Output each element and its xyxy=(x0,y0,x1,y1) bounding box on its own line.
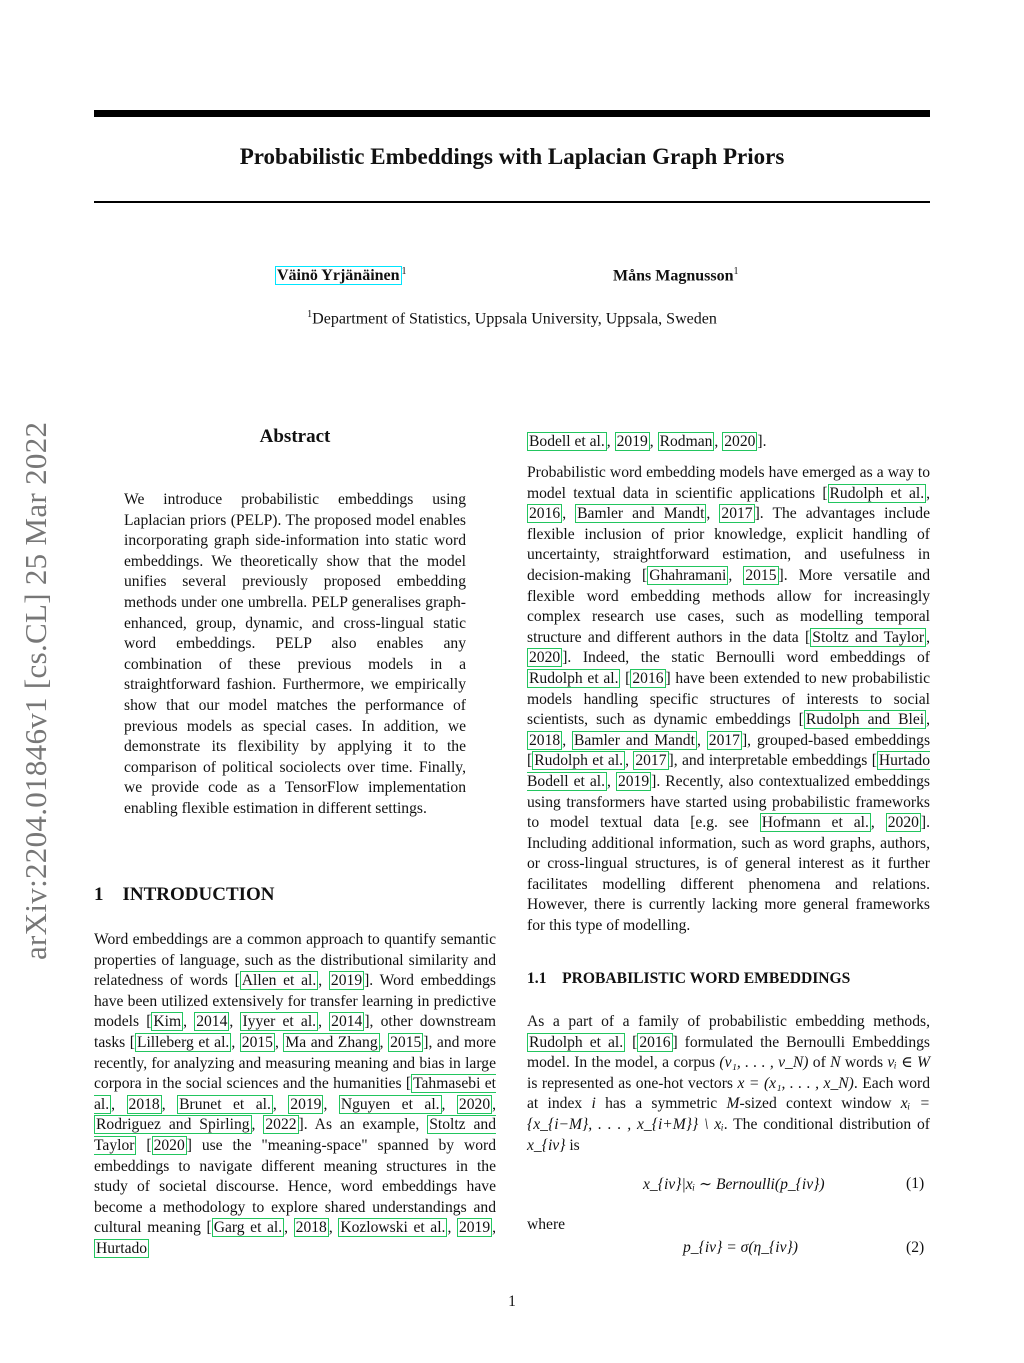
text-run: , xyxy=(492,1095,497,1113)
inline-math: (v₁, . . . , v_N) xyxy=(719,1054,809,1072)
subsection-1-1-heading: 1.1 PROBABILISTIC WORD EMBEDDINGS xyxy=(527,970,851,987)
text-run: , xyxy=(649,433,658,450)
citation-link[interactable]: 2014 xyxy=(196,1013,228,1031)
title-rule xyxy=(94,201,930,203)
text-run: As a part of a family of probabilistic embedding methods, xyxy=(527,1013,930,1030)
text-run: words xyxy=(840,1054,888,1072)
inline-math: i xyxy=(591,1095,596,1113)
text-run: ]. xyxy=(757,433,767,450)
text-run: , xyxy=(441,1095,457,1113)
text-run: ] formulated the Bernoulli Embeddings model. In the model, a corpus xyxy=(527,1033,930,1072)
text-run: is xyxy=(565,1136,580,1154)
text-run: ], and more recently, for analyzing and measuring meaning and bias in large corpora in the social sciences and the humanities [ xyxy=(94,1033,497,1093)
text-run: , xyxy=(318,972,329,990)
citation-link[interactable]: 2020 xyxy=(458,1095,491,1113)
inline-math: xᵢ = {x_{i−M}, . . . , x_{i+M}} \ xᵢ xyxy=(527,1095,930,1133)
citation-link[interactable]: 2017 xyxy=(708,731,740,749)
text-run: , xyxy=(562,505,576,523)
citation-link[interactable]: 2020 xyxy=(887,814,919,832)
citation-link[interactable]: Hurtado xyxy=(96,1239,148,1257)
citation-link[interactable]: 2019 xyxy=(330,972,363,990)
text-run: . The conditional distribution of xyxy=(723,1115,930,1133)
top-rule xyxy=(94,110,930,117)
affiliation: $^1$Department of Statistics, Uppsala University, Uppsala, Sweden xyxy=(307,309,717,328)
text-run: , xyxy=(111,1095,127,1113)
citation-link[interactable]: 2018 xyxy=(295,1219,327,1237)
citation-link[interactable]: 2017 xyxy=(721,505,753,523)
citation-link[interactable]: Hurtado Bodell et al. xyxy=(527,752,931,790)
text-run: , xyxy=(606,433,615,450)
citation-link[interactable]: 2015 xyxy=(745,566,777,584)
citation-link[interactable]: Lilleberg et al. xyxy=(136,1033,230,1051)
text-run: , xyxy=(492,1219,497,1237)
abstract-text: We introduce probabilistic embeddings using Laplacian priors (PELP). The proposed model enables incorporating graph side-information into static word embeddings. We theoretically show that the model unifies several previously proposed embedding methods under one umbrella. PELP generalises graph-enhanced, group, dynamic, and cross-lingual static word embeddings. PELP also enables any combination of these previous models in a straightforward fashion. Furthermore, we empirically show that our model matches the performance of previous models as special cases. In addition, we demonstrate its flexibility by applying it to the comparison of political sociolects over time. Finally, we provide code as a TensorFlow implementation enabling flexible estimation in different settings. xyxy=(124,491,466,817)
citation-link[interactable]: Brunet et al. xyxy=(179,1095,271,1113)
text-run: , xyxy=(231,1033,240,1051)
arxiv-stamp: arXiv:2204.01846v1 [cs.CL] 25 Mar 2022 xyxy=(18,421,53,960)
subsection-paragraph-1 xyxy=(527,1012,930,1156)
text-run: is represented as one-hot vectors xyxy=(527,1074,738,1092)
text-run: , xyxy=(284,1219,294,1237)
citation-link[interactable]: 2020 xyxy=(724,433,756,450)
citation-link[interactable]: 2022 xyxy=(265,1116,297,1134)
citation-link[interactable]: 2015 xyxy=(241,1033,273,1051)
text-run: , xyxy=(323,1095,339,1113)
text-run: has a symmetric xyxy=(595,1095,727,1113)
citation-link[interactable]: 2016 xyxy=(639,1033,671,1051)
inline-math: N xyxy=(830,1054,841,1072)
text-run: [ xyxy=(620,669,631,687)
text-run: , xyxy=(625,752,634,770)
text-run: ], grouped-based embeddings [ xyxy=(527,731,931,770)
text-run: , xyxy=(607,772,616,790)
citation-link[interactable]: Rudolph and Blei xyxy=(805,711,925,729)
citation-link[interactable]: Garg et al. xyxy=(213,1219,283,1237)
citation-link[interactable]: Stoltz and Taylor xyxy=(812,628,925,646)
text-run: , xyxy=(379,1033,389,1051)
text-run: Probabilistic word embedding models have emerged as a way to model textual data in scientific applications [ xyxy=(527,464,930,502)
text-run: Word embeddings are a common approach to quantify semantic properties of language, such as the distributional similarity and relatedness of words [ xyxy=(94,931,496,990)
text-run: , xyxy=(183,1013,195,1031)
intro-paragraph-2 xyxy=(527,463,930,937)
citation-link[interactable]: 2015 xyxy=(390,1033,422,1051)
inline-math: M xyxy=(726,1095,740,1113)
equation-1: x_{iv}|xᵢ ∼ Bernoulli(p_{iv}) xyxy=(643,1176,825,1193)
text-run: [ xyxy=(625,1033,638,1051)
citation-link[interactable]: Nguyen et al. xyxy=(340,1095,440,1113)
where-text: where xyxy=(527,1216,566,1233)
abstract-heading: Abstract xyxy=(259,426,331,447)
citation-link[interactable]: 2018 xyxy=(128,1095,160,1113)
text-run: of xyxy=(808,1054,831,1072)
text-run: , xyxy=(870,814,886,832)
citation-link[interactable]: Ma and Zhang xyxy=(285,1033,378,1051)
citation-link[interactable]: Hofmann et al. xyxy=(761,814,869,832)
text-run: ], and interpretable embeddings [ xyxy=(668,752,877,770)
citation-link[interactable]: Kim xyxy=(153,1013,182,1031)
citation-link[interactable]: Kozlowski et al. xyxy=(340,1219,446,1237)
citation-link[interactable]: 2019 xyxy=(616,433,648,450)
citation-link[interactable]: 2019 xyxy=(290,1095,322,1113)
equation-2-number: (2) xyxy=(906,1239,925,1256)
text-run: ], other downstream tasks [ xyxy=(94,1013,497,1051)
text-run: ]. As an example, xyxy=(298,1116,428,1134)
text-run: , xyxy=(926,711,930,729)
citation-link[interactable]: Rudolph et al. xyxy=(529,1033,624,1051)
text-run: ]. Including additional information, such as word graphs, authors, or cross-lingual structures, is of general interest as it further facilitates modelling different phenomena and relations. However, there is currently lacking more general frameworks for this type of modelling. xyxy=(527,814,930,935)
citation-link[interactable]: 2017 xyxy=(635,752,667,770)
citation-link[interactable]: Ghahramani xyxy=(649,566,727,584)
text-run: ]. Recently, also contextualized embeddings using transformers have started using probabilistic frameworks to model textual data [e.g. see xyxy=(527,772,931,832)
citation-link[interactable]: Rodriguez and Spirling xyxy=(96,1116,250,1134)
text-run: , xyxy=(714,433,723,450)
paper-title: Probabilistic Embeddings with Laplacian Graph Priors xyxy=(239,144,785,169)
citation-link[interactable]: 2014 xyxy=(331,1013,363,1031)
citation-link[interactable]: Bamler and Mandt xyxy=(574,731,695,749)
intro-paragraph-1-cont xyxy=(527,432,930,453)
citation-link[interactable]: 2016 xyxy=(529,505,561,523)
author-1: Väinö Yrjänäinen $^1$ xyxy=(277,266,407,285)
citation-link[interactable]: Rudolph et al. xyxy=(529,669,619,687)
text-run: , xyxy=(728,566,744,584)
section-1-heading: 1 INTRODUCTION xyxy=(94,884,275,905)
citation-link[interactable]: 2020 xyxy=(529,649,561,667)
text-run: , xyxy=(272,1095,289,1113)
inline-math: x_{iv} xyxy=(527,1136,566,1154)
intro-paragraph-1 xyxy=(94,930,496,1260)
citation-link[interactable]: Tahmasebi et al. xyxy=(94,1075,497,1113)
author-2: Måns Magnusson$^1$ xyxy=(613,266,739,285)
author-2-name: Måns Magnusson xyxy=(613,267,734,285)
text-run: , xyxy=(696,731,707,749)
text-run: , xyxy=(251,1116,264,1134)
citation-link[interactable]: Stoltz and Taylor xyxy=(94,1116,496,1154)
citation-link[interactable]: 2020 xyxy=(153,1136,185,1154)
citation-link[interactable]: Rudolph et al. xyxy=(829,484,925,502)
text-run: ]. Indeed, the static Bernoulli word embeddings of xyxy=(562,649,930,667)
citation-link[interactable]: Bamler and Mandt xyxy=(577,505,705,523)
equation-2: p_{iv} = σ(η_{iv}) xyxy=(683,1239,798,1256)
citation-link[interactable]: 2016 xyxy=(632,669,664,687)
text-run: ]. Word embeddings have been utilized extensively for transfer learning in predictive models [ xyxy=(94,972,496,1031)
inline-math: vᵢ ∈ W xyxy=(887,1054,930,1072)
text-run: ]. The advantages include flexible inclusion of prior knowledge, explicit handling of uncertainty, straightforward estimation, and usefulness in decision-making [ xyxy=(527,505,930,584)
text-run: ] use the "meaning-space" spanned by word embeddings to navigate different meaning structures in the study of societal discourse. Hence, word embeddings have become a methodology to explore shared understandings and cultural meaning [ xyxy=(94,1136,496,1237)
citation-link[interactable]: Bodell et al. xyxy=(529,433,605,450)
citation-link[interactable]: 2018 xyxy=(529,731,561,749)
text-run: , xyxy=(161,1095,178,1113)
citation-link[interactable]: Rodman xyxy=(659,433,713,450)
equation-1-number: (1) xyxy=(906,1175,925,1192)
page-number: 1 xyxy=(508,1293,516,1310)
citation-link[interactable]: 2019 xyxy=(617,772,650,790)
text-run: , xyxy=(562,731,572,749)
text-run: , xyxy=(318,1013,330,1031)
citation-link[interactable]: Iyyer et al. xyxy=(242,1013,317,1031)
author-1-link[interactable]: Väinö Yrjänäinen xyxy=(277,267,400,285)
text-run: ] have been extended to new probabilistic models handling specific structures of interests to social scientists, such as dynamic embeddings [ xyxy=(527,669,931,729)
citation-link[interactable]: Allen et al. xyxy=(241,972,317,990)
text-run: , xyxy=(328,1219,339,1237)
text-run: , xyxy=(926,484,930,502)
text-run: -sized context window xyxy=(739,1095,901,1113)
text-run: , xyxy=(274,1033,284,1051)
text-run: . Each word at index xyxy=(527,1074,930,1113)
text-run: ]. More versatile and flexible word embedding methods allow for increasingly complex research use cases, such as modelling temporal structure and different authors in the data [ xyxy=(527,566,930,646)
text-run: , xyxy=(926,628,930,646)
citation-link[interactable]: 2019 xyxy=(458,1219,491,1237)
text-run: , xyxy=(229,1013,241,1031)
text-run: [ xyxy=(136,1136,152,1154)
citation-link[interactable]: Rudolph et al. xyxy=(534,752,624,770)
text-run: , xyxy=(706,505,720,523)
inline-math: x = (x₁, . . . , x_N) xyxy=(737,1074,854,1092)
text-run: , xyxy=(447,1219,457,1237)
